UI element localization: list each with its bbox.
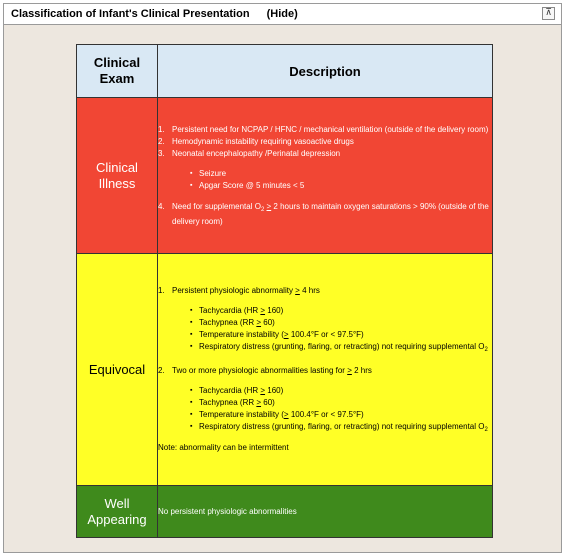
header-clinical-exam: Clinical Exam [77, 45, 158, 98]
list-item: ▪ Temperature instability (> 100.4°F or < 97.5°F) [190, 329, 492, 341]
list-item: ▪ Tachypnea (RR > 60) [190, 317, 492, 329]
row-clinical-illness [77, 98, 493, 254]
table-header-row [77, 45, 493, 98]
panel-title [11, 8, 298, 20]
list-item: ▪ Respiratory distress (grunting, flaring, or retracting) not requiring supplemental $O_2$ [190, 421, 492, 436]
label-clinical-illness: Clinical Illness [77, 98, 158, 254]
list-item: ▪ Temperature instability (> 100.4°F or < 97.5°F) [190, 409, 492, 421]
classification-panel [3, 3, 562, 553]
row-well-appearing [77, 486, 493, 538]
header-description: Description [158, 45, 493, 98]
hide-link[interactable]: (Hide) [266, 8, 298, 20]
panel-header [4, 4, 561, 25]
list-item: ▪ Tachycardia (HR > 160) [190, 305, 492, 317]
list-item: ▪ Respiratory distress (grunting, flaring, or retracting) not requiring supplemental $O_2$ [190, 341, 492, 356]
list-item: ▪ Apgar Score @ 5 minutes < 5 [190, 180, 492, 192]
desc-clinical-illness [158, 98, 493, 254]
label-well-appearing: Well Appearing [77, 486, 158, 538]
classification-table [76, 44, 493, 538]
list-item: ▪ Tachypnea (RR > 60) [190, 397, 492, 409]
collapse-icon[interactable]: ⊼ [542, 7, 555, 20]
label-equivocal: Equivocal [77, 254, 158, 486]
row-equivocal [77, 254, 493, 486]
desc-equivocal [158, 254, 493, 486]
list-item: ▪ Tachycardia (HR > 160) [190, 385, 492, 397]
panel-title-text: Classification of Infant's Clinical Presentation [11, 8, 250, 20]
equivocal-note: Note: abnormality can be intermittent [158, 443, 289, 452]
list-item: 4. Need for supplemental $O_2 > 2$ hours to maintain oxygen saturations > 90% (outside of the delivery room) [158, 201, 489, 226]
list-item: ▪ Seizure [190, 168, 492, 180]
list-item: 3. Neonatal encephalopathy /Perinatal depression ▪ Seizure ▪ Apgar Score @ 5 minutes < 5 [158, 148, 492, 192]
list-item: 2. Hemodynamic instability requiring vasoactive drugs [158, 136, 354, 146]
list-item: 1. Persistent need for NCPAP / HFNC / mechanical ventilation (outside of the delivery room) [158, 124, 489, 134]
desc-well-appearing: No persistent physiologic abnormalities [158, 486, 493, 538]
list-item: 2. Two or more physiologic abnormalities lasting for > 2 hrs ▪ Tachycardia (HR > 160) ▪ Tachypnea (RR > 60) ▪ Temperature instability (> 100.4°F or < 97.5°F) ▪ Respiratory distress (grunting, flaring, or retracting) not requiring supplemental $O_2$ [158, 365, 492, 436]
list-item: 1. Persistent physiologic abnormality > 4 hrs ▪ Tachycardia (HR > 160) ▪ Tachypnea (RR > 60) ▪ Temperature instability (> 100.4°F or < 97.5°F) ▪ Respiratory distress (grunting, flaring, or retracting) not requiring supplemental $O_2$ [158, 285, 492, 356]
